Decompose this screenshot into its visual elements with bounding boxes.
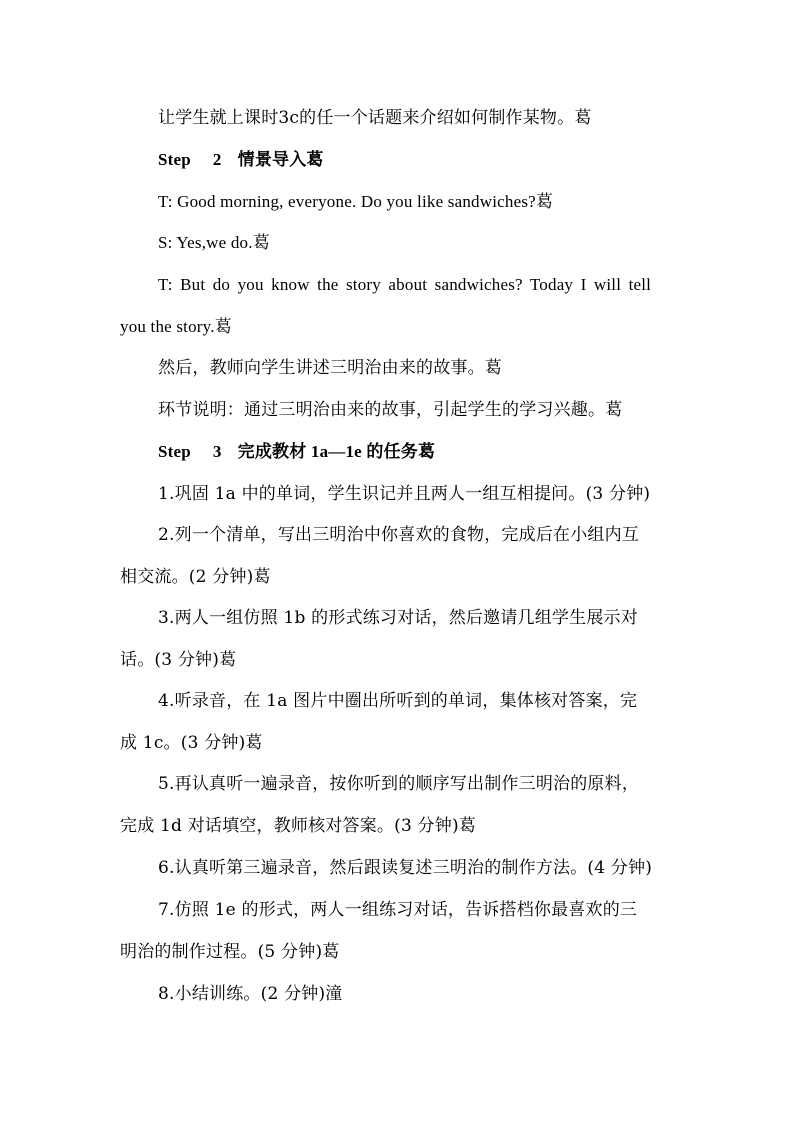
step-2-number: 2 [212, 150, 222, 169]
teacher-line-2b: you the story.葛 [120, 317, 232, 336]
step-3-label: Step [158, 442, 191, 461]
task-item-3b: 话。(3 分钟)葛 [120, 650, 237, 670]
task-item-6: 6.认真听第三遍录音，然后跟读复述三明治的制作方法。(4 分钟) [158, 858, 653, 878]
task-item-2a: 2.列一个清单，写出三明治中你喜欢的食物，完成后在小组内互 [158, 525, 640, 545]
task-item-7a: 7.仿照 1e 的形式，两人一组练习对话，告诉搭档你最喜欢的三 [158, 900, 638, 920]
story-paragraph: 然后，教师向学生讲述三明治由来的故事。葛 [158, 358, 502, 378]
teacher-line-2a: T: But do you know the story about sandwiches? Today I will tell [158, 275, 652, 294]
student-line-1: S: Yes,we do.葛 [158, 233, 270, 252]
task-item-7b: 明治的制作过程。(5 分钟)葛 [120, 942, 340, 962]
task-item-2b: 相交流。(2 分钟)葛 [120, 567, 271, 587]
step-3-heading [158, 440, 435, 464]
step-2-title: 情景导入葛 [237, 150, 324, 169]
step-2-label: Step [158, 150, 191, 169]
task-item-3a: 3.两人一组仿照 1b 的形式练习对话，然后邀请几组学生展示对 [158, 608, 638, 628]
step-2-heading [158, 148, 324, 172]
teacher-line-1: T: Good morning, everyone. Do you like sandwiches?葛 [158, 192, 554, 211]
task-item-1: 1.巩固 1a 中的单词，学生识记并且两人一组互相提问。(3 分钟) [158, 484, 651, 504]
task-item-5a: 5.再认真听一遍录音，按你听到的顺序写出制作三明治的原料， [158, 774, 640, 794]
task-item-5b: 完成 1d 对话填空，教师核对答案。(3 分钟)葛 [120, 816, 476, 836]
step-3-title: 完成教材 1a—1e 的任务葛 [237, 442, 436, 461]
task-item-4a: 4.听录音，在 1a 图片中圈出所听到的单词，集体核对答案，完 [158, 691, 638, 711]
step-3-number: 3 [212, 442, 222, 461]
task-item-8: 8.小结训练。(2 分钟)潼 [158, 984, 343, 1004]
intro-paragraph: 让学生就上课时3c的任一个话题来介绍如何制作某物。葛 [158, 108, 592, 128]
task-item-4b: 成 1c。(3 分钟)葛 [120, 733, 263, 753]
section-note: 环节说明：通过三明治由来的故事，引起学生的学习兴趣。葛 [158, 400, 623, 420]
